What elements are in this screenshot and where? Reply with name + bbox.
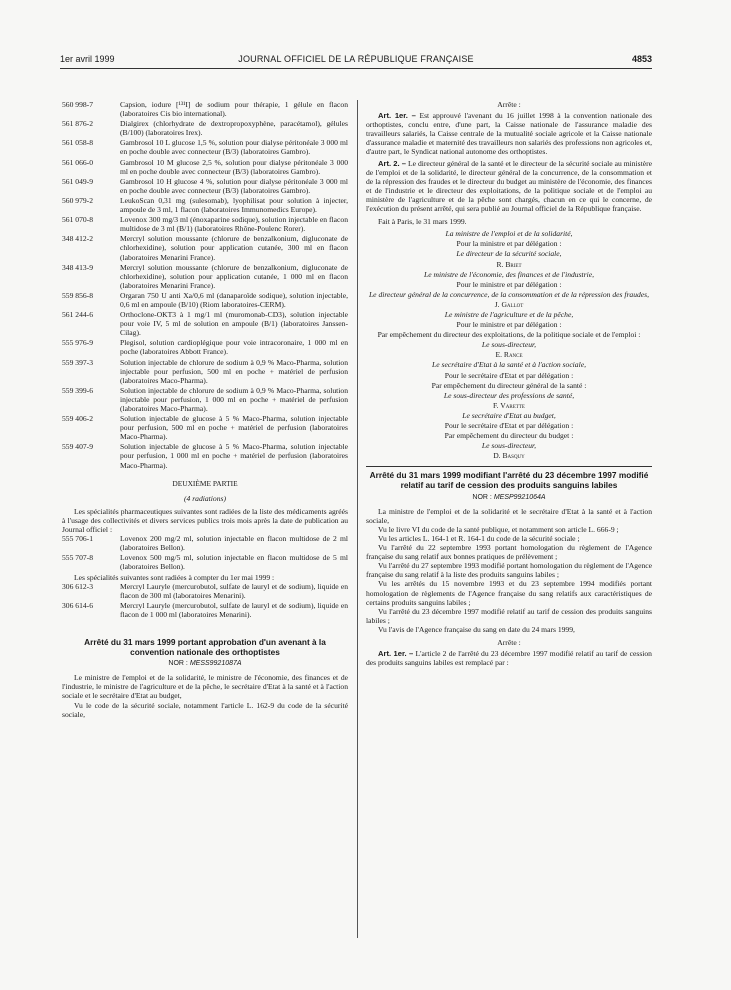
- signature-line: Le ministre de l'économie, des finances et de l'industrie,: [424, 269, 594, 279]
- product-description: Orgaran 750 U anti Xa/0,6 ml (danaparoïde sodique), solution injectable, 0,6 ml en ampoule (B/10) (Riom laboratoires-CERM).: [120, 290, 348, 309]
- arrete-sang-arrete: Arrête :: [497, 637, 521, 647]
- signature-line: La ministre de l'emploi et de la solidarité,: [445, 229, 573, 239]
- list-item: [62, 601, 348, 619]
- signature-line: Par empêchement du directeur du budget :: [444, 431, 574, 441]
- visa-paragraph: Vu l'arrêté du 27 septembre 1993 modifié portant homologation du règlement de l'Agence française du sang relatif à la liste des produits sanguins labiles ;: [366, 561, 652, 580]
- list-item: [62, 291, 348, 309]
- cip-code: 559 406-2: [62, 414, 94, 424]
- product-description: Solution injectable de chlorure de sodium à 0,9 % Maco-Pharma, solution injectable pour perfusion, 1 000 ml en poche + matériel de perfusion (laboratoires Maco-Pharma).: [120, 385, 348, 413]
- product-description: Mercryl Lauryle (mercurobutol, sulfate de lauryl et de sodium), liquide en flacon de 300 ml (laboratoires Menarini).: [120, 581, 348, 600]
- visa-paragraph: Vu les arrêtés du 15 novembre 1993 et du 23 septembre 1994 modifiés portant homologation de règlements de l'Agence française du sang relatifs aux caractéristiques de certains produits sanguins labiles ;: [366, 579, 652, 607]
- signature-line: Pour le secrétaire d'Etat et par délégation :: [444, 421, 574, 430]
- product-description: Lovenox 300 mg/3 ml (énoxaparine sodique), solution injectable en flacon multidose de 3 ml (B/1) (laboratoires Rhône-Poulenc Rorer).: [120, 215, 348, 234]
- agreed-list: [62, 100, 348, 470]
- cip-code: 561 876-2: [62, 119, 94, 129]
- header-journal: JOURNAL OFFICIEL DE LA RÉPUBLIQUE FRANÇAISE: [238, 54, 474, 64]
- product-description: Solution injectable de chlorure de sodium à 0,9 % Maco-Pharma, solution injectable pour perfusion, 500 ml en poche + matériel de perfusion (laboratoires Maco-Pharma).: [120, 357, 348, 385]
- list-item: [62, 358, 348, 385]
- arrete-sang-nor: NOR : MESP9921064A: [472, 493, 546, 501]
- arrete-sang-title: Arrêté du 31 mars 1999 modifiant l'arrêté du 23 décembre 1997 modifié relatif au tarif de cession des produits sanguins labiles: [369, 470, 649, 490]
- article-2: Art. 2. – Le directeur général de la santé et le directeur de la sécurité sociale au ministère de l'emploi et de la solidarité, le directeur général de la concurrence, de la consommation et de la répression des fraudes et le directeur du budget au ministère de l'économie, des finances et de l'industrie et le directeur des exploitations, de la politique sociale et de l'emploi au ministère de l'agriculture et de la pêche sont chargés, chacun en ce qui le concerne, de l'exécution du présent arrêté, qui sera publié au Journal officiel de la République française.: [366, 158, 652, 214]
- part-title: DEUXIÈME PARTIE: [172, 478, 238, 488]
- list-item: [62, 310, 348, 337]
- visa-paragraph: Vu le livre VI du code de la santé publique, et notamment son article L. 666-9 ;: [378, 524, 619, 534]
- signature-line: J. Gallot: [494, 299, 524, 309]
- product-description: Gambrosol 10 M glucose 2,5 %, solution pour dialyse péritonéale 3 000 ml en poche double avec connecteur (B/3) (laboratoires Gambro).: [120, 157, 348, 176]
- visa-paragraph: Vu l'avis de l'Agence française du sang en date du 24 mars 1999,: [378, 624, 575, 634]
- arrete-orthoptistes-vu: Vu le code de la sécurité sociale, notamment l'article L. 162-9 du code de la sécurité sociale,: [62, 700, 348, 719]
- header-date: 1er avril 1999: [60, 54, 115, 64]
- cip-code: 555 707-8: [62, 553, 94, 563]
- visa-paragraph: Vu l'arrêté du 22 septembre 1993 portant homologation du règlement de l'Agence française du sang relatif aux bonnes pratiques de prélèvement ;: [366, 543, 652, 562]
- arrete-orthoptistes-nor: NOR : MESS9921087A: [168, 660, 242, 668]
- cip-code: 560 979-2: [62, 195, 94, 205]
- cip-code: 348 413-9: [62, 262, 94, 272]
- product-description: Lovenox 200 mg/2 ml, solution injectable en flacon multidose de 2 ml (laboratoires Bellon).: [120, 534, 348, 553]
- signature-line: Pour le ministre et par délégation :: [456, 279, 562, 289]
- arrete-orthoptistes-title: Arrêté du 31 mars 1999 portant approbation d'un avenant à la convention nationale des orthoptistes: [84, 636, 326, 657]
- signature-line: F. Varette: [493, 400, 525, 410]
- section-rule: [366, 466, 652, 467]
- column-divider: [357, 100, 358, 938]
- left-column: [62, 100, 348, 719]
- cip-code: 561 058-8: [62, 138, 94, 148]
- signature-line: Le sous-directeur,: [481, 340, 537, 350]
- product-description: Dialgirex (chlorhydrate de dextropropoxyphène, paracétamol), gélules (B/100) (laboratoires Irex).: [120, 119, 348, 138]
- list-item: [62, 234, 348, 261]
- radiation-intro: Les spécialités pharmaceutiques suivantes sont radiées de la liste des médicaments agréés à l'usage des collectivités et divers services publics trois mois après la date de publication au Journal officiel :: [62, 506, 348, 535]
- signature-line: Le ministre de l'agriculture et de la pêche,: [444, 309, 574, 319]
- list-item: [62, 158, 348, 176]
- product-description: Solution injectable de glucose à 5 % Maco-Pharma, solution injectable pour perfusion, 1 000 ml en poche + matériel de perfusion (laboratoires Maco-Pharma).: [120, 442, 348, 470]
- product-description: LeukoScan 0,31 mg (sulesomab), lyophilisat pour solution à injecter, ampoule de 3 ml, 1 flacon (laboratoires Immunomedics Europe).: [120, 195, 348, 215]
- product-description: Gambrosol 10 L glucose 1,5 %, solution pour dialyse péritonéale 3 000 ml en poche double avec connecteur (B/3) (laboratoires Gambro).: [120, 138, 348, 157]
- list-item: [62, 138, 348, 156]
- product-description: Gambrosol 10 H glucose 4 %, solution pour dialyse péritonéale 3 000 ml en poche double avec connecteur (B/3) (laboratoires Gambro).: [120, 176, 348, 195]
- cip-code: 560 998-7: [62, 100, 94, 109]
- list-item: [62, 100, 348, 118]
- fait-a-paris: Fait à Paris, le 31 mars 1999.: [378, 217, 467, 227]
- cip-code: 561 070-8: [62, 215, 94, 225]
- visa-paragraph: Vu les articles L. 164-1 et R. 164-1 du code de la sécurité sociale ;: [378, 533, 580, 543]
- arrete-sang-visas: [366, 507, 652, 634]
- list-item: [62, 386, 348, 413]
- product-description: Plegisol, solution cardioplégique pour voie intracoronaire, 1 000 ml en poche (laboratoires Abbott France).: [120, 338, 348, 357]
- signature-line: Pour le ministre et par délégation :: [456, 320, 562, 330]
- signatures: [366, 229, 652, 460]
- product-description: Mercryl Lauryle (mercurobutol, sulfate de lauryl et de sodium), liquide en flacon de 1 000 ml (laboratoires Menarini).: [120, 600, 348, 619]
- product-description: Solution injectable de glucose à 5 % Maco-Pharma, solution injectable pour perfusion, 500 ml en poche + matériel de perfusion (laboratoires Maco-Pharma).: [120, 414, 348, 442]
- arrete-label: Arrête :: [497, 100, 521, 109]
- signature-line: Le sous-directeur,: [481, 441, 537, 451]
- arrete-orthoptistes-preamble: Le ministre de l'emploi et de la solidarité, le ministre de l'économie, des finances et de l'industrie, le ministre de l'agriculture et de la pêche, le secrétaire d'Etat à la santé et à l'action sociale et le secrétaire d'Etat au budget,: [62, 673, 348, 701]
- signature-line: Le secrétaire d'Etat à la santé et à l'action sociale,: [432, 360, 586, 370]
- list-item: [62, 263, 348, 290]
- cip-code: 555 976-9: [62, 338, 94, 348]
- visa-paragraph: Vu l'arrêté du 23 décembre 1997 modifié relatif au tarif de cession des produits sanguins labiles ;: [366, 606, 652, 625]
- list-item: [62, 534, 348, 552]
- cip-code: 555 706-1: [62, 534, 94, 544]
- signature-line: Le directeur général de la concurrence, de la consommation et de la répression des fraudes,: [368, 289, 650, 299]
- signature-line: Le sous-directeur des professions de santé,: [443, 390, 575, 400]
- signature-line: Le secrétaire d'Etat au budget,: [462, 410, 556, 420]
- signature-line: Le directeur de la sécurité sociale,: [456, 249, 562, 259]
- header-rule: [60, 68, 652, 69]
- page-header: [60, 54, 652, 68]
- cip-code: 559 397-3: [62, 357, 94, 367]
- product-description: Orthoclone-OKT3 à 1 mg/1 ml (muromonab-CD3), solution injectable pour voie IV, 5 ml de solution en ampoule (B/1) (laboratoires Janssen-Cilag).: [120, 310, 348, 338]
- signature-line: E. Rance: [495, 350, 523, 360]
- product-description: Mercryl solution moussante (chlorure de benzalkonium, digluconate de chlorhexidine), solution pour application cutanée, 300 ml en flacon (laboratoires Menarini France).: [120, 234, 348, 262]
- list-item: [62, 414, 348, 441]
- cip-code: 306 612-3: [62, 581, 94, 591]
- list-item: [62, 582, 348, 600]
- cip-code: 559 407-9: [62, 442, 94, 452]
- product-description: Mercryl solution moussante (chlorure de benzalkonium, digluconate de chlorhexidine), solution pour application cutanée, 1 000 ml en flacon (laboratoires Menarini France).: [120, 262, 348, 290]
- radiation-intro-2: Les spécialités suivantes sont radiées à compter du 1er mai 1999 :: [74, 572, 275, 582]
- radiation-list-2: [62, 582, 348, 619]
- visa-paragraph: La ministre de l'emploi et de la solidarité et le secrétaire d'Etat à la santé et à l'action sociale,: [366, 506, 652, 525]
- cip-code: 561 049-9: [62, 176, 94, 186]
- right-column: [366, 100, 652, 667]
- signature-line: Pour le secrétaire d'Etat et par délégation :: [444, 370, 574, 380]
- part-subtitle: (4 radiations): [184, 493, 226, 503]
- cip-code: 559 856-8: [62, 290, 94, 300]
- radiation-list-1: [62, 534, 348, 571]
- list-item: [62, 338, 348, 356]
- signature-line: Pour la ministre et par délégation :: [456, 239, 562, 249]
- signature-line: Par empêchement du directeur général de la santé :: [431, 380, 587, 390]
- list-item: [62, 553, 348, 571]
- list-item: [62, 177, 348, 195]
- list-item: [62, 196, 348, 214]
- list-item: [62, 119, 348, 137]
- article-1: Art. 1er. – Est approuvé l'avenant du 16 juillet 1998 à la convention nationale des orthoptistes, conclu entre, d'une part, la Caisse nationale de l'assurance maladie des travailleurs salariés, la Caisse centrale de la mutualité sociale agricole et la Caisse nationale d'assurance maladie et maternité des travailleurs non salariés des professions non agricoles et, d'autre part, le Syndicat national autonome des orthoptistes.: [366, 111, 652, 157]
- header-page-number: 4853: [631, 54, 652, 64]
- list-item: [62, 215, 348, 233]
- product-description: Capsion, iodure [¹³¹I] de sodium pour thérapie, 1 gélule en flacon (laboratoires Cis bio international).: [120, 100, 348, 119]
- signature-line: D. Basquy: [493, 451, 525, 461]
- cip-code: 348 412-2: [62, 234, 94, 244]
- signature-line: R. Briet: [496, 259, 522, 269]
- signature-line: Par empêchement du directeur des exploitations, de la politique sociale et de l'emploi :: [377, 330, 641, 340]
- arrete-sang-article-1: Art. 1er. – L'article 2 de l'arrêté du 23 décembre 1997 modifié relatif au tarif de cession des produits sanguins labiles est remplacé par :: [366, 649, 652, 668]
- product-description: Lovenox 500 mg/5 ml, solution injectable en flacon multidose de 5 ml (laboratoires Bellon).: [120, 553, 348, 572]
- cip-code: 306 614-6: [62, 600, 94, 610]
- cip-code: 561 066-0: [62, 157, 94, 167]
- cip-code: 559 399-6: [62, 385, 94, 395]
- cip-code: 561 244-6: [62, 310, 94, 320]
- list-item: [62, 442, 348, 469]
